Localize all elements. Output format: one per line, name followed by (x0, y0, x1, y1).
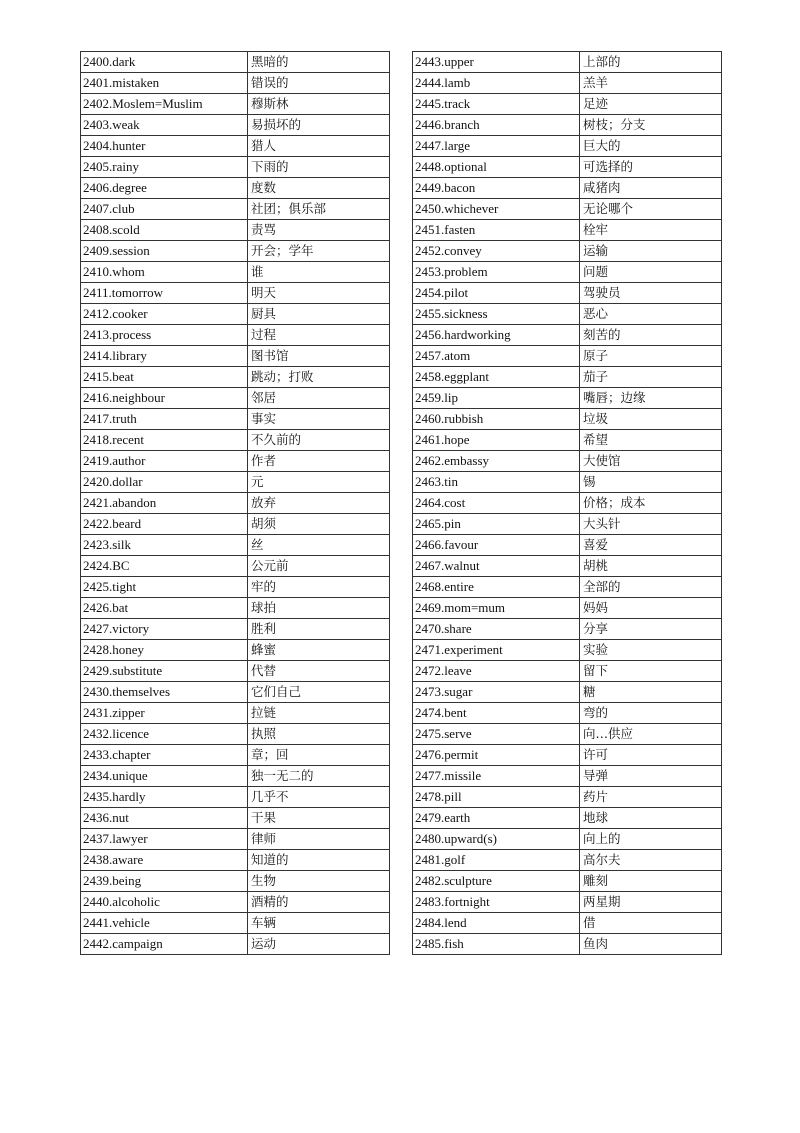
english-word: 2416.neighbour (81, 388, 248, 409)
chinese-meaning: 放弃 (248, 493, 390, 514)
table-row (413, 514, 722, 535)
chinese-meaning: 运输 (580, 241, 722, 262)
english-word: 2480.upward(s) (413, 829, 580, 850)
table-row (413, 115, 722, 136)
english-word: 2426.bat (81, 598, 248, 619)
table-row (81, 199, 390, 220)
chinese-meaning: 它们自己 (248, 682, 390, 703)
chinese-meaning: 图书馆 (248, 346, 390, 367)
chinese-meaning: 胡桃 (580, 556, 722, 577)
english-word: 2439.being (81, 871, 248, 892)
table-row (413, 745, 722, 766)
english-word: 2427.victory (81, 619, 248, 640)
table-row (81, 115, 390, 136)
english-word: 2462.embassy (413, 451, 580, 472)
english-word: 2479.earth (413, 808, 580, 829)
chinese-meaning: 社团；俱乐部 (248, 199, 390, 220)
english-word: 2481.golf (413, 850, 580, 871)
english-word: 2405.rainy (81, 157, 248, 178)
english-word: 2412.cooker (81, 304, 248, 325)
table-row (81, 598, 390, 619)
chinese-meaning: 向上的 (580, 829, 722, 850)
chinese-meaning: 驾驶员 (580, 283, 722, 304)
table-row (81, 220, 390, 241)
chinese-meaning: 穆斯林 (248, 94, 390, 115)
english-word: 2456.hardworking (413, 325, 580, 346)
table-row (413, 178, 722, 199)
chinese-meaning: 作者 (248, 451, 390, 472)
english-word: 2483.fortnight (413, 892, 580, 913)
chinese-meaning: 代替 (248, 661, 390, 682)
english-word: 2444.lamb (413, 73, 580, 94)
english-word: 2451.fasten (413, 220, 580, 241)
table-row (81, 472, 390, 493)
table-row (413, 787, 722, 808)
english-word: 2435.hardly (81, 787, 248, 808)
table-row (413, 94, 722, 115)
chinese-meaning: 喜爱 (580, 535, 722, 556)
english-word: 2432.licence (81, 724, 248, 745)
table-row (81, 787, 390, 808)
chinese-meaning: 黑暗的 (248, 52, 390, 73)
chinese-meaning: 垃圾 (580, 409, 722, 430)
english-word: 2445.track (413, 94, 580, 115)
table-row (81, 640, 390, 661)
chinese-meaning: 许可 (580, 745, 722, 766)
chinese-meaning: 车辆 (248, 913, 390, 934)
chinese-meaning: 羔羊 (580, 73, 722, 94)
table-row (81, 493, 390, 514)
table-row (81, 703, 390, 724)
chinese-meaning: 咸猪肉 (580, 178, 722, 199)
chinese-meaning: 事实 (248, 409, 390, 430)
english-word: 2420.dollar (81, 472, 248, 493)
english-word: 2469.mom=mum (413, 598, 580, 619)
english-word: 2452.convey (413, 241, 580, 262)
table-row (81, 934, 390, 955)
table-row (81, 262, 390, 283)
table-row (413, 913, 722, 934)
english-word: 2401.mistaken (81, 73, 248, 94)
chinese-meaning: 胡须 (248, 514, 390, 535)
chinese-meaning: 可选择的 (580, 157, 722, 178)
english-word: 2423.silk (81, 535, 248, 556)
table-row (413, 703, 722, 724)
chinese-meaning: 运动 (248, 934, 390, 955)
table-row (413, 73, 722, 94)
table-row (413, 220, 722, 241)
table-row (413, 199, 722, 220)
english-word: 2438.aware (81, 850, 248, 871)
english-word: 2409.session (81, 241, 248, 262)
english-word: 2425.tight (81, 577, 248, 598)
chinese-meaning: 糖 (580, 682, 722, 703)
chinese-meaning: 过程 (248, 325, 390, 346)
english-word: 2430.themselves (81, 682, 248, 703)
table-row (81, 178, 390, 199)
english-word: 2485.fish (413, 934, 580, 955)
english-word: 2477.missile (413, 766, 580, 787)
chinese-meaning: 全部的 (580, 577, 722, 598)
table-row (81, 409, 390, 430)
english-word: 2414.library (81, 346, 248, 367)
chinese-meaning: 执照 (248, 724, 390, 745)
english-word: 2478.pill (413, 787, 580, 808)
table-row (81, 850, 390, 871)
chinese-meaning: 借 (580, 913, 722, 934)
english-word: 2482.sculpture (413, 871, 580, 892)
english-word: 2447.large (413, 136, 580, 157)
table-row (413, 829, 722, 850)
chinese-meaning: 独一无二的 (248, 766, 390, 787)
table-row (413, 157, 722, 178)
table-row (81, 73, 390, 94)
table-row (413, 367, 722, 388)
english-word: 2410.whom (81, 262, 248, 283)
chinese-meaning: 地球 (580, 808, 722, 829)
chinese-meaning: 知道的 (248, 850, 390, 871)
english-word: 2455.sickness (413, 304, 580, 325)
chinese-meaning: 不久前的 (248, 430, 390, 451)
table-row (413, 451, 722, 472)
chinese-meaning: 导弹 (580, 766, 722, 787)
chinese-meaning: 胜利 (248, 619, 390, 640)
chinese-meaning: 向…供应 (580, 724, 722, 745)
chinese-meaning: 希望 (580, 430, 722, 451)
english-word: 2465.pin (413, 514, 580, 535)
english-word: 2443.upper (413, 52, 580, 73)
table-row (81, 808, 390, 829)
table-row (413, 325, 722, 346)
table-row (81, 577, 390, 598)
table-row (413, 598, 722, 619)
english-word: 2433.chapter (81, 745, 248, 766)
chinese-meaning: 厨具 (248, 304, 390, 325)
table-row (81, 283, 390, 304)
table-row (81, 94, 390, 115)
english-word: 2471.experiment (413, 640, 580, 661)
table-row (413, 619, 722, 640)
chinese-meaning: 嘴唇；边缘 (580, 388, 722, 409)
chinese-meaning: 酒精的 (248, 892, 390, 913)
english-word: 2470.share (413, 619, 580, 640)
english-word: 2464.cost (413, 493, 580, 514)
chinese-meaning: 拉链 (248, 703, 390, 724)
table-row (413, 535, 722, 556)
table-row (81, 745, 390, 766)
english-word: 2434.unique (81, 766, 248, 787)
english-word: 2400.dark (81, 52, 248, 73)
english-word: 2474.bent (413, 703, 580, 724)
table-row (413, 766, 722, 787)
table-row (413, 577, 722, 598)
table-row (81, 388, 390, 409)
table-row (81, 556, 390, 577)
chinese-meaning: 章；回 (248, 745, 390, 766)
table-row (413, 241, 722, 262)
table-row (413, 409, 722, 430)
english-word: 2476.permit (413, 745, 580, 766)
chinese-meaning: 公元前 (248, 556, 390, 577)
english-word: 2422.beard (81, 514, 248, 535)
chinese-meaning: 牢的 (248, 577, 390, 598)
chinese-meaning: 谁 (248, 262, 390, 283)
chinese-meaning: 责骂 (248, 220, 390, 241)
english-word: 2411.tomorrow (81, 283, 248, 304)
table-row (413, 850, 722, 871)
table-row (81, 514, 390, 535)
table-row (81, 430, 390, 451)
chinese-meaning: 开会；学年 (248, 241, 390, 262)
table-row (81, 724, 390, 745)
english-word: 2403.weak (81, 115, 248, 136)
english-word: 2440.alcoholic (81, 892, 248, 913)
english-word: 2458.eggplant (413, 367, 580, 388)
english-word: 2448.optional (413, 157, 580, 178)
chinese-meaning: 高尔夫 (580, 850, 722, 871)
chinese-meaning: 药片 (580, 787, 722, 808)
table-row (413, 934, 722, 955)
english-word: 2429.substitute (81, 661, 248, 682)
vocab-table-right (412, 51, 722, 955)
chinese-meaning: 元 (248, 472, 390, 493)
table-row (81, 136, 390, 157)
table-row (81, 535, 390, 556)
english-word: 2472.leave (413, 661, 580, 682)
english-word: 2419.author (81, 451, 248, 472)
english-word: 2459.lip (413, 388, 580, 409)
table-row (81, 913, 390, 934)
chinese-meaning: 跳动；打败 (248, 367, 390, 388)
english-word: 2475.serve (413, 724, 580, 745)
table-row (413, 52, 722, 73)
chinese-meaning: 易损坏的 (248, 115, 390, 136)
chinese-meaning: 明天 (248, 283, 390, 304)
table-row (81, 325, 390, 346)
english-word: 2415.beat (81, 367, 248, 388)
table-row (81, 682, 390, 703)
chinese-meaning: 分享 (580, 619, 722, 640)
table-row (413, 871, 722, 892)
english-word: 2466.favour (413, 535, 580, 556)
chinese-meaning: 两星期 (580, 892, 722, 913)
chinese-meaning: 球拍 (248, 598, 390, 619)
english-word: 2418.recent (81, 430, 248, 451)
table-row (413, 388, 722, 409)
chinese-meaning: 妈妈 (580, 598, 722, 619)
table-row (81, 241, 390, 262)
chinese-meaning: 实验 (580, 640, 722, 661)
table-row (413, 136, 722, 157)
chinese-meaning: 锡 (580, 472, 722, 493)
chinese-meaning: 价格；成本 (580, 493, 722, 514)
chinese-meaning: 留下 (580, 661, 722, 682)
table-row (413, 682, 722, 703)
table-row (413, 661, 722, 682)
english-word: 2461.hope (413, 430, 580, 451)
table-row (81, 661, 390, 682)
english-word: 2450.whichever (413, 199, 580, 220)
chinese-meaning: 无论哪个 (580, 199, 722, 220)
english-word: 2454.pilot (413, 283, 580, 304)
english-word: 2484.lend (413, 913, 580, 934)
chinese-meaning: 猎人 (248, 136, 390, 157)
english-word: 2446.branch (413, 115, 580, 136)
table-row (413, 283, 722, 304)
chinese-meaning: 恶心 (580, 304, 722, 325)
english-word: 2402.Moslem=Muslim (81, 94, 248, 115)
english-word: 2442.campaign (81, 934, 248, 955)
chinese-meaning: 上部的 (580, 52, 722, 73)
table-row (413, 808, 722, 829)
english-word: 2407.club (81, 199, 248, 220)
english-word: 2428.honey (81, 640, 248, 661)
english-word: 2424.BC (81, 556, 248, 577)
table-row (413, 304, 722, 325)
table-row (81, 451, 390, 472)
table-row (81, 871, 390, 892)
english-word: 2449.bacon (413, 178, 580, 199)
table-row (413, 472, 722, 493)
table-row (413, 430, 722, 451)
chinese-meaning: 刻苦的 (580, 325, 722, 346)
chinese-meaning: 栓牢 (580, 220, 722, 241)
english-word: 2406.degree (81, 178, 248, 199)
chinese-meaning: 鱼肉 (580, 934, 722, 955)
chinese-meaning: 巨大的 (580, 136, 722, 157)
english-word: 2473.sugar (413, 682, 580, 703)
chinese-meaning: 弯的 (580, 703, 722, 724)
table-row (81, 157, 390, 178)
english-word: 2417.truth (81, 409, 248, 430)
chinese-meaning: 蜂蜜 (248, 640, 390, 661)
english-word: 2436.nut (81, 808, 248, 829)
english-word: 2431.zipper (81, 703, 248, 724)
english-word: 2457.atom (413, 346, 580, 367)
chinese-meaning: 生物 (248, 871, 390, 892)
english-word: 2467.walnut (413, 556, 580, 577)
table-row (413, 493, 722, 514)
vocab-table-left (80, 51, 390, 955)
table-row (81, 52, 390, 73)
table-row (413, 892, 722, 913)
table-row (413, 346, 722, 367)
table-row (81, 829, 390, 850)
chinese-meaning: 干果 (248, 808, 390, 829)
chinese-meaning: 原子 (580, 346, 722, 367)
english-word: 2404.hunter (81, 136, 248, 157)
table-row (81, 367, 390, 388)
english-word: 2437.lawyer (81, 829, 248, 850)
chinese-meaning: 律师 (248, 829, 390, 850)
table-row (413, 262, 722, 283)
chinese-meaning: 几乎不 (248, 787, 390, 808)
chinese-meaning: 足迹 (580, 94, 722, 115)
table-row (81, 766, 390, 787)
chinese-meaning: 问题 (580, 262, 722, 283)
chinese-meaning: 茄子 (580, 367, 722, 388)
table-row (413, 724, 722, 745)
english-word: 2460.rubbish (413, 409, 580, 430)
chinese-meaning: 大使馆 (580, 451, 722, 472)
english-word: 2463.tin (413, 472, 580, 493)
english-word: 2421.abandon (81, 493, 248, 514)
english-word: 2468.entire (413, 577, 580, 598)
english-word: 2413.process (81, 325, 248, 346)
table-row (413, 556, 722, 577)
english-word: 2453.problem (413, 262, 580, 283)
chinese-meaning: 大头针 (580, 514, 722, 535)
chinese-meaning: 雕刻 (580, 871, 722, 892)
english-word: 2408.scold (81, 220, 248, 241)
english-word: 2441.vehicle (81, 913, 248, 934)
chinese-meaning: 树枝；分支 (580, 115, 722, 136)
chinese-meaning: 丝 (248, 535, 390, 556)
chinese-meaning: 下雨的 (248, 157, 390, 178)
table-row (81, 304, 390, 325)
table-row (413, 640, 722, 661)
chinese-meaning: 错误的 (248, 73, 390, 94)
table-row (81, 892, 390, 913)
chinese-meaning: 度数 (248, 178, 390, 199)
table-row (81, 619, 390, 640)
chinese-meaning: 邻居 (248, 388, 390, 409)
table-row (81, 346, 390, 367)
